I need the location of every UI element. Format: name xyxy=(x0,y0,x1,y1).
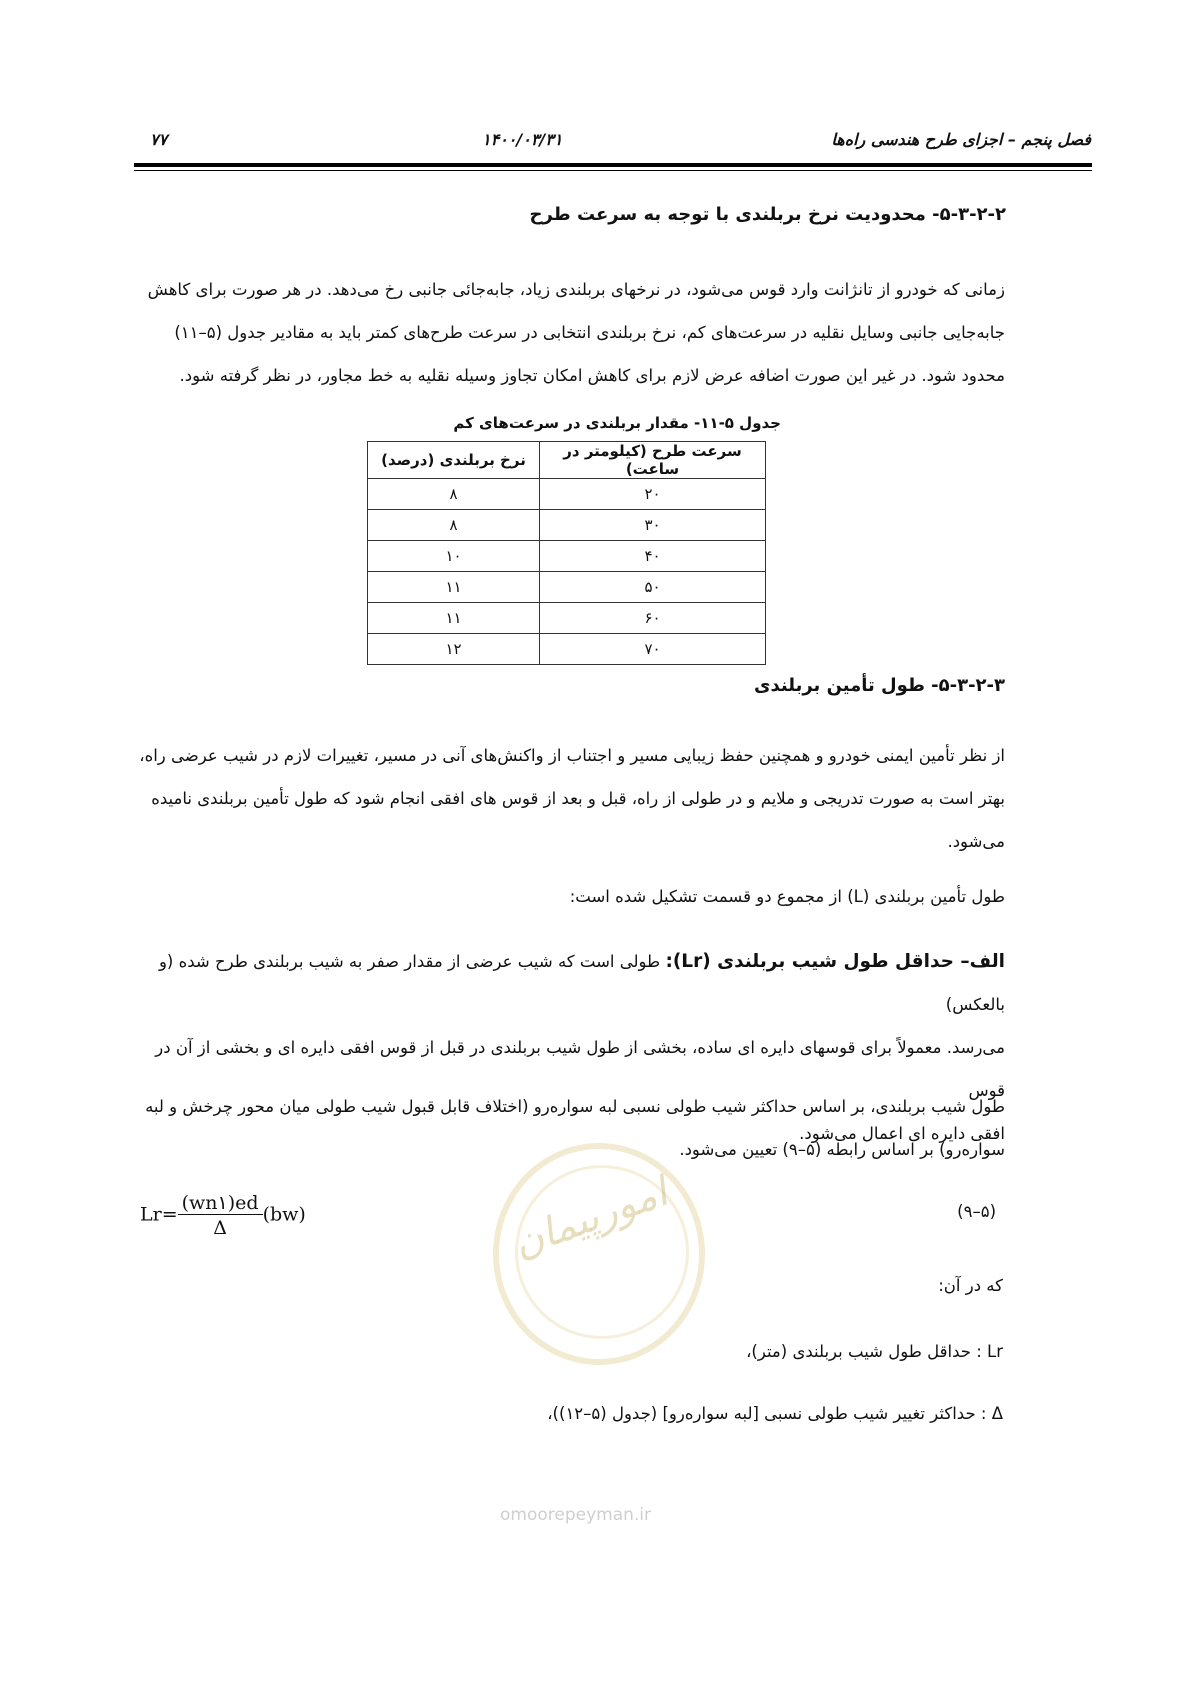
cell-speed: ۷۰ xyxy=(540,634,766,665)
paragraph-line: جابه‌جایی جانبی وسایل نقلیه در سرعت‌های کم، نرخ بربلندی انتخابی در سرعت طرح‌های کمتر باید به مقادیر جدول (۵–۱۱) xyxy=(174,323,1005,342)
paragraph-line: محدود شود. در غیر این صورت اضافه عرض لازم برای کاهش امکان تجاوز وسیله نقلیه به خط مجاور، در نظر گرفته شود. xyxy=(179,366,1005,385)
formula-fraction xyxy=(178,1192,263,1239)
table-row xyxy=(368,634,766,665)
paragraph-line: سواره‌رو) بر اساس رابطه (۵–۹) تعیین می‌شود. xyxy=(679,1140,1005,1159)
cell-rate: ۱۰ xyxy=(368,541,540,572)
formula-number: (۵–۹) xyxy=(957,1202,996,1221)
cell-rate: ۸ xyxy=(368,510,540,541)
header-rule-thin xyxy=(134,170,1092,171)
formula-denominator: Δ xyxy=(213,1217,227,1239)
paragraph-line: می‌رسد. معمولاً برای قوسهای دایره ای ساده، بخشی از طول شیب بربلندی در قبل از قوس افقی دایره ای و بخشی از آن در قوس xyxy=(155,1038,1005,1100)
where-intro: که در آن: xyxy=(938,1276,1003,1295)
cell-speed: ۳۰ xyxy=(540,510,766,541)
table-row xyxy=(368,541,766,572)
watermark-logo-text: امورپیمان xyxy=(506,1168,674,1268)
column-header-design-speed: سرعت طرح (کیلومتر در ساعت) xyxy=(540,442,766,479)
section-heading-runoff-length: ۵-۳-۲-۳- طول تأمین بربلندی xyxy=(754,675,1005,696)
paragraph-line: می‌شود. xyxy=(947,832,1005,851)
header-rule-thick xyxy=(134,163,1092,167)
table-header-row xyxy=(368,442,766,479)
paragraph-line: افقی دایره ای اعمال می‌شود. xyxy=(799,1124,1005,1143)
table-caption: جدول ۵-۱۱- مقدار بربلندی در سرعت‌های کم xyxy=(453,414,781,432)
paragraph-line: بهتر است به صورت تدریجی و ملایم و در طولی از راه، قبل و بعد از قوس های افقی انجام شود که طول تأمین بربلندی نامیده xyxy=(151,789,1005,808)
cell-rate: ۱۲ xyxy=(368,634,540,665)
definition-delta: Δ : حداکثر تغییر شیب طولی نسبی [لبه سواره‌رو] (جدول (۵–۱۲))، xyxy=(547,1404,1003,1423)
formula-tail: (bw) xyxy=(262,1203,306,1226)
formula-lhs: Lr= xyxy=(140,1203,178,1226)
table-row xyxy=(368,572,766,603)
paragraph-line: زمانی که خودرو از تانژانت وارد قوس می‌شود، در نرخهای بربلندی زیاد، جابه‌جائی جانبی رخ می‌دهد. در هر صورت برای کاهش xyxy=(147,280,1005,299)
chapter-title: فصل پنجم – اجزای طرح هندسی راه‌ها xyxy=(831,130,1091,149)
watermark-url: omoorepeyman.ir xyxy=(500,1505,652,1525)
section2-paragraph xyxy=(135,734,1005,863)
cell-rate: ۱۱ xyxy=(368,603,540,634)
formula-numerator: (wn۱)ed xyxy=(178,1192,263,1215)
header-date: ۱۴۰۰/۰۳/۳۱ xyxy=(482,130,563,149)
runoff-intro: طول تأمین بربلندی (L) از مجموع دو قسمت تشکیل شده است: xyxy=(569,887,1005,906)
cell-rate: ۱۱ xyxy=(368,572,540,603)
section1-paragraph xyxy=(135,268,1005,397)
paragraph-line: از نظر تأمین ایمنی خودرو و همچنین حفظ زیبایی مسیر و اجتناب از واکنش‌های آنی در مسیر، تغییرات لازم در شیب عرضی راه، xyxy=(139,746,1005,765)
part-a-title: الف– حداقل طول شیب بربلندی (Lr): xyxy=(665,951,1005,972)
cell-speed: ۶۰ xyxy=(540,603,766,634)
part-a-line1: طولی است که شیب عرضی از مقدار صفر به شیب بربلندی طرح شده (و بالعکس) xyxy=(158,952,1005,1014)
column-header-superelevation-rate: نرخ بربلندی (درصد) xyxy=(368,442,540,479)
superelevation-table xyxy=(367,441,766,665)
section-heading-superelevation-speed: ۵-۳-۲-۲- محدودیت نرخ بربلندی با توجه به سرعت طرح xyxy=(529,204,1006,225)
cell-rate: ۸ xyxy=(368,479,540,510)
page-number: ۷۷ xyxy=(150,130,168,149)
formula-lr xyxy=(140,1192,306,1239)
cell-speed: ۴۰ xyxy=(540,541,766,572)
paragraph-line: طول شیب بربلندی، بر اساس حداکثر شیب طولی نسبی لبه سواره‌رو (اختلاف قابل قبول شیب طولی میان محور چرخش و لبه xyxy=(145,1097,1005,1116)
definition-lr: Lr : حداقل طول شیب بربلندی (متر)، xyxy=(746,1342,1003,1361)
cell-speed: ۲۰ xyxy=(540,479,766,510)
table-row xyxy=(368,510,766,541)
cell-speed: ۵۰ xyxy=(540,572,766,603)
table-row xyxy=(368,479,766,510)
table-row xyxy=(368,603,766,634)
